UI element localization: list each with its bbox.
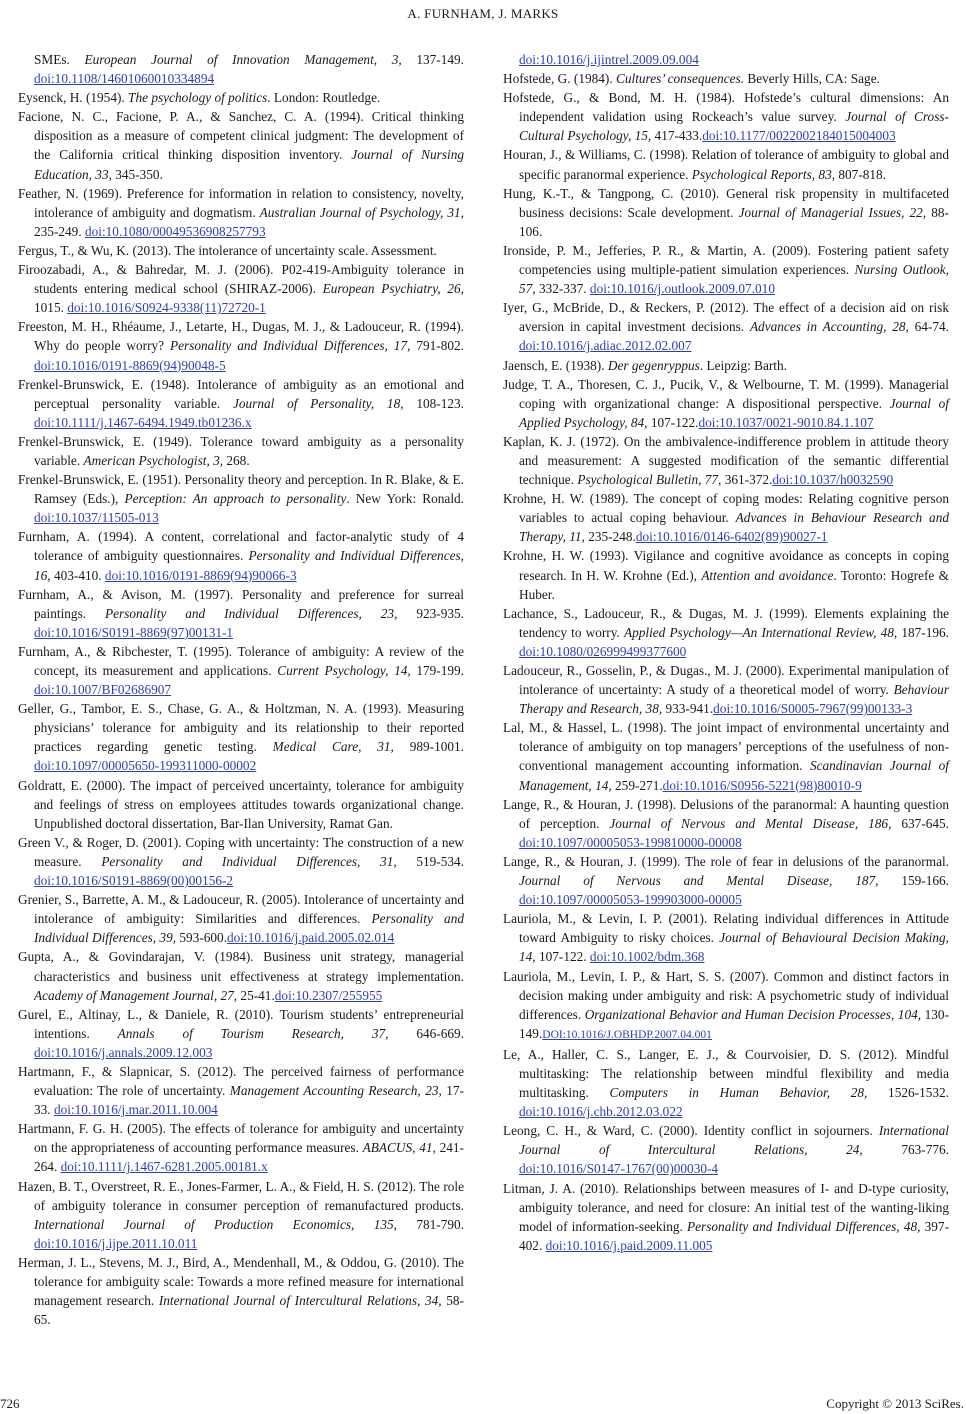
reference-entry — [503, 375, 949, 432]
reference-pages: . London: Routledge. — [267, 90, 381, 106]
doi-link[interactable]: doi:10.1097/00005053-199903000-00005 — [519, 892, 742, 908]
reference-text: Jaensch, E. (1938). — [503, 357, 608, 373]
doi-link[interactable]: doi:10.1037/0021-9010.84.1.107 — [698, 414, 874, 430]
reference-text: Iyer, G., McBride, D., & Reckers, P. (2012). The effect of a decision aid on risk aversion in capital investment decisions. — [503, 300, 949, 335]
reference-text: Furnham, A. (1994). A content, correlational and factor-analytic study of 4 tolerance of ambiguity questionnaires. — [18, 529, 464, 564]
reference-source: Journal of Nervous and Mental Disease, 187, — [519, 873, 879, 889]
reference-column-left — [18, 50, 464, 1329]
doi-link[interactable]: doi:10.1080/026999499377600 — [519, 643, 687, 659]
reference-source: International Journal of Production Economics, 135, — [34, 1216, 397, 1232]
doi-link[interactable]: doi:10.1016/j.outlook.2009.07.010 — [589, 281, 775, 297]
doi-link[interactable]: doi:10.1016/j.adiac.2012.02.007 — [519, 338, 692, 354]
reference-text: Frenkel-Brunswick, E. (1949). Tolerance toward ambiguity as a personality variable. — [18, 433, 464, 468]
reference-pages: 241-264. — [34, 1140, 464, 1175]
reference-source: Management Accounting Research, 23, — [229, 1083, 442, 1099]
reference-pages: 397-402. — [519, 1218, 949, 1253]
reference-text: Frenkel-Brunswick, E. (1948). Intolerance of ambiguity as an emotional and perceptual personality variable. — [18, 376, 464, 411]
reference-text: Judge, T. A., Thoresen, C. J., Pucik, V., & Welbourne, T. M. (1999). Managerial coping with organizational change: A dispositional perspective. — [503, 376, 949, 411]
reference-entry — [18, 107, 464, 183]
reference-entry — [18, 432, 464, 470]
reference-entry — [18, 833, 464, 890]
reference-entry — [18, 699, 464, 775]
doi-link[interactable]: doi:10.1097/00005053-199810000-00008 — [519, 834, 742, 850]
reference-pages: 107-122. — [535, 949, 590, 965]
reference-source: International Journal of Intercultural Relations, 34, — [158, 1293, 442, 1309]
reference-pages: 361-372. — [721, 472, 773, 488]
reference-source: Journal of Nervous and Mental Disease, 186, — [609, 815, 892, 831]
reference-text: Litman, J. A. (2010). Relationships between measures of I- and D-type curiosity, ambiguity tolerance, and need for closure: An initial test of the wanting-liking model of information-seeking. — [503, 1180, 949, 1234]
doi-link[interactable]: doi:10.1037/h0032590 — [772, 472, 894, 488]
reference-text: Herman, J. L., Stevens, M. J., Bird, A., Mendenhall, M., & Oddou, G. (2010). The tolerance for ambiguity scale: Towards a more refined measure for international management research. — [18, 1254, 464, 1309]
reference-source: Current Psychology, 14, — [277, 663, 411, 678]
reference-source: American Psychologist, 3, — [83, 452, 224, 468]
reference-entry — [18, 1119, 464, 1176]
reference-entry — [18, 241, 464, 260]
reference-text: Freeston, M. H., Rhéaume, J., Letarte, H., Dugas, M. J., & Ladouceur, R. (1994). Why do people worry? — [18, 319, 464, 354]
reference-entry — [18, 375, 464, 432]
reference-entry — [503, 1121, 949, 1178]
reference-entry — [503, 69, 949, 88]
reference-text: Goldratt, E. (2000). The impact of perceived uncertainty, tolerance for ambiguity and feelings of stress on employees attitudes towards organizational change. Unpublished doctoral dissertation, Bar-Ilan University, Ramat Gan. — [18, 777, 464, 831]
reference-entry — [18, 50, 464, 88]
reference-source: Academy of Management Journal, 27, — [34, 987, 238, 1003]
reference-pages: 259-271. — [611, 777, 663, 793]
reference-pages: 107-122. — [647, 414, 699, 430]
page-number: 726 — [0, 1396, 20, 1411]
reference-text: Ironside, P. M., Jefferies, P. R., & Martin, A. (2009). Fostering patient safety competencies using multiple-patient simulation experiences. — [503, 242, 949, 278]
reference-entry — [503, 356, 949, 375]
doi-link[interactable]: doi:10.1016/0191-8869(94)90066-3 — [104, 567, 297, 583]
reference-source: Personality and Individual Differences, 48, — [687, 1218, 921, 1234]
reference-source: Medical Care, 31, — [272, 739, 394, 755]
reference-source: Psychological Bulletin, 77, — [577, 472, 722, 488]
reference-entry — [503, 241, 949, 298]
doi-link[interactable]: doi:10.1108/14601060010334894 — [34, 71, 215, 87]
reference-text: Hazen, B. T., Overstreet, R. E., Jones-Farmer, L. A., & Field, H. S. (2012). The role of ambiguity tolerance in consumer perception of remanufactured products. — [18, 1178, 464, 1213]
reference-text: Lal, M., & Hassel, L. (1998). The joint impact of environmental uncertainty and tolerance of ambiguity on top managers’ perceptions of the usefulness of non-conventional management accounting information. — [503, 720, 949, 774]
reference-entry — [18, 890, 464, 947]
doi-link[interactable]: doi:10.1111/j.1467-6494.1949.tb01236.x — [34, 414, 252, 430]
reference-entry — [503, 432, 949, 489]
reference-entry — [503, 718, 949, 794]
reference-pages: 137-149. — [401, 52, 465, 67]
reference-source: Computers in Human Behavior, 28, — [609, 1085, 868, 1101]
reference-pages: 159-166. — [878, 873, 950, 889]
reference-source: Behaviour Therapy and Research, 38, — [519, 682, 949, 717]
doi-link[interactable]: doi:10.1037/11505-013 — [34, 510, 159, 526]
reference-pages: 1526-1532. — [867, 1085, 949, 1101]
doi-link[interactable]: doi:10.1111/j.1467-6281.2005.00181.x — [60, 1159, 268, 1175]
doi-link[interactable]: doi:10.1016/j.ijintrel.2009.09.004 — [519, 52, 699, 67]
reference-pages: 345-350. — [111, 166, 163, 182]
reference-pages: Beverly Hills, CA: Sage. — [744, 71, 880, 87]
reference-text: Furnham, A., & Avison, M. (1997). Personality and preference for surreal paintings. — [18, 586, 464, 621]
reference-source: The psychology of politics — [128, 90, 268, 106]
reference-text: Kaplan, K. J. (1972). On the ambivalence-indifference problem in attitude theory and measurement: A suggested modification of the semantic differential technique. — [503, 433, 949, 488]
reference-entry — [18, 317, 464, 374]
reference-text: Frenkel-Brunswick, E. (1951). Personality theory and perception. In R. Blake, & E. Ramsey (Eds.), — [18, 472, 464, 507]
reference-entry — [503, 795, 949, 852]
reference-pages: . New York: Ronald. — [346, 491, 465, 507]
reference-pages: 781-790. — [396, 1216, 464, 1232]
copyright-notice: Copyright © 2013 SciRes. — [826, 1396, 964, 1411]
doi-link[interactable]: doi:10.2307/255955 — [274, 987, 383, 1003]
reference-pages: 88-106. — [519, 204, 949, 239]
doi-link[interactable]: doi:10.1016/0191-8869(94)90048-5 — [34, 357, 226, 373]
doi-link[interactable]: doi:10.1016/0146-6402(89)90027-1 — [635, 529, 828, 545]
reference-entry — [503, 909, 949, 966]
reference-source: Personality and Individual Differences, 31, — [101, 853, 397, 869]
reference-source: Australian Journal of Psychology, 31, — [259, 204, 464, 220]
reference-source: Scandinavian Journal of Management, 14, — [519, 758, 949, 793]
reference-source: European Psychiatry, 26, — [322, 281, 465, 297]
reference-entry — [18, 527, 464, 584]
reference-entry — [503, 604, 949, 661]
reference-pages: 637-645. — [891, 815, 949, 831]
reference-entry — [503, 298, 949, 355]
doi-link[interactable]: doi:10.1097/00005650-199311000-00002 — [34, 758, 257, 774]
reference-source: Advances in Accounting, 28, — [749, 319, 909, 335]
reference-entry — [503, 661, 949, 718]
reference-text: Geller, G., Tambor, E. S., Chase, G. A., & Holtzman, N. A. (1993). Measuring physicians’ tolerance for ambiguity and its relationship to their reported practices regarding genetic testing. — [18, 701, 464, 755]
reference-text: Hung, K.-T., & Tangpong, C. (2010). General risk propensity in multifaceted business decisions: Scale development. — [503, 185, 949, 220]
reference-source: Personality and Individual Differences, 23, — [105, 605, 398, 621]
reference-source: Journal of Nursing Education, 33, — [34, 147, 465, 182]
reference-text: Leong, C. H., & Ward, C. (2000). Identity conflict in sojourners. — [503, 1123, 879, 1139]
reference-text: Lange, R., & Houran, J. (1998). Delusions of the paranormal: A haunting question of perception. — [503, 796, 949, 831]
reference-source: International Journal of Intercultural Relations, 24, — [519, 1123, 949, 1158]
reference-text: SMEs. — [34, 52, 85, 67]
doi-link[interactable]: doi:10.1016/j.paid.2009.11.005 — [545, 1237, 713, 1253]
reference-entry — [503, 145, 949, 183]
reference-text: Lachance, S., Ladouceur, R., & Dugas, M. J. (1999). Elements explaining the tendency to worry. — [503, 605, 949, 640]
reference-source: Journal of Cross-Cultural Psychology, 15, — [519, 109, 949, 144]
reference-text: Facione, N. C., Facione, P. A., & Sanchez, C. A. (1994). Critical thinking disposition as a measure of competent clinical judgment: The development of the California critical thinking disposition inventory. — [18, 109, 464, 163]
doi-link[interactable]: doi:10.1016/j.mar.2011.10.004 — [53, 1102, 218, 1118]
reference-entry — [18, 1253, 464, 1329]
reference-entry — [18, 642, 464, 699]
reference-text: Fergus, T., & Wu, K. (2013). The intolerance of uncertainty scale. Assessment. — [18, 242, 437, 258]
reference-source: Journal of Personality, 18, — [232, 395, 404, 411]
reference-pages: 923-935. — [397, 605, 464, 621]
reference-pages: 791-802. — [410, 338, 464, 354]
reference-source: European Journal of Innovation Management, 3, — [84, 52, 402, 67]
reference-text: Eysenck, H. (1954). — [18, 90, 129, 106]
doi-link[interactable]: doi:10.1007/BF02686907 — [34, 682, 172, 698]
reference-pages: 332-337. — [535, 281, 590, 297]
reference-text: Hartmann, F. G. H. (2005). The effects of tolerance for ambiguity and uncertainty on the appropriateness of accounting performance measures. — [18, 1121, 464, 1156]
reference-entry — [503, 546, 949, 603]
reference-entry — [18, 776, 464, 833]
reference-source: Attention and avoidance — [701, 567, 834, 583]
reference-entry — [18, 1062, 464, 1119]
reference-pages: 593-600. — [176, 930, 228, 946]
reference-pages: 763-776. — [862, 1142, 949, 1158]
doi-link[interactable]: doi:10.1016/S0191-8869(00)00156-2 — [34, 873, 234, 889]
reference-entry — [503, 489, 949, 546]
reference-source: Personality and Individual Differences, 39, — [34, 911, 464, 946]
doi-link[interactable]: doi:10.1080/00049536908257793 — [84, 223, 266, 239]
reference-text: Hofstede, G. (1984). — [503, 71, 616, 87]
reference-entry — [503, 50, 949, 69]
doi-link[interactable]: doi:10.1016/S0956-5221(98)80010-9 — [662, 777, 862, 793]
reference-text: Firoozabadi, A., & Bahredar, M. J. (2006). P02-419-Ambiguity tolerance in students entering medical school (SHIRAZ-2006). — [18, 262, 464, 297]
reference-text: Green V., & Roger, D. (2001). Coping with uncertainty: The construction of a new measure. — [18, 834, 464, 869]
reference-pages: 130-149. — [519, 1006, 949, 1041]
reference-text: Furnham, A., & Ribchester, T. (1995). Tolerance of ambiguity: A review of the concept, its measurement and applications. — [18, 643, 464, 678]
reference-pages: . Leipzig: Barth. — [699, 357, 787, 373]
reference-source: Organizational Behavior and Human Decision Processes, 104, — [584, 1006, 922, 1022]
reference-pages: 25-41. — [237, 987, 275, 1003]
reference-source: Journal of Behavioural Decision Making, 14, — [519, 930, 949, 965]
reference-text: Gupta, A., & Govindarajan, V. (1984). Business unit strategy, managerial characteristics and business unit effectiveness at strategy implementation. — [18, 949, 464, 984]
reference-column-right — [503, 50, 949, 1255]
reference-pages: 646-669. — [388, 1025, 465, 1041]
reference-source: ABACUS, 41, — [362, 1140, 436, 1156]
reference-pages: 268. — [223, 452, 250, 468]
doi-link[interactable]: doi:10.1016/j.paid.2005.02.014 — [227, 930, 395, 946]
reference-text: Krohne, H. W. (1993). Vigilance and cognitive avoidance as concepts in coping research. In H. W. Krohne (Ed.), — [503, 548, 949, 583]
reference-text: Hofstede, G., & Bond, M. H. (1984). Hofstede’s cultural dimensions: An independent validation using Rockeach’s value survey. — [503, 90, 949, 125]
reference-pages: 933-941. — [662, 701, 714, 717]
doi-link[interactable]: DOI:10.1016/J.OBHDP.2007.04.001 — [542, 1028, 712, 1041]
reference-text: Krohne, H. W. (1989). The concept of coping modes: Relating cognitive person variables to actual coping behaviour. — [503, 491, 949, 526]
reference-source: Personality and Individual Differences, 16, — [34, 548, 465, 583]
reference-text: Lauriola, M., Levin, I. P., & Hart, S. S. (2007). Common and distinct factors in decision making under ambiguity and risk: A psychometric study of individual differences. — [503, 968, 949, 1022]
reference-source: Annals of Tourism Research, 37, — [117, 1025, 389, 1041]
reference-text: Ladouceur, R., Gosselin, P., & Dugas., M. J. (2000). Experimental manipulation of intolerance of uncertainty: A study of a theoretical model of worry. — [503, 663, 949, 698]
reference-source: Journal of Applied Psychology, 84, — [519, 395, 949, 430]
reference-entry — [503, 1179, 949, 1255]
reference-text: Houran, J., & Williams, C. (1998). Relation of tolerance of ambiguity to global and specific paranormal experience. — [503, 147, 949, 182]
reference-entry — [18, 1005, 464, 1062]
reference-text: Le, A., Haller, C. S., Langer, E. J., & Courvoisier, D. S. (2012). Mindful multitasking: The relationship between mindful flexibility and media multitasking. — [503, 1046, 949, 1101]
reference-text: Gurel, E., Altinay, L., & Daniele, R. (2010). Tourism students’ entrepreneurial intentions. — [18, 1006, 464, 1041]
reference-pages: 235-249. — [34, 223, 85, 239]
reference-pages: 58-65. — [34, 1293, 464, 1328]
reference-source: Perception: An approach to personality — [124, 491, 347, 507]
reference-pages: 64-74. — [908, 319, 949, 335]
doi-link[interactable]: doi:10.1016/j.ijpe.2011.10.011 — [34, 1235, 198, 1251]
reference-entry — [503, 88, 949, 145]
reference-text: Grenier, S., Barrette, A. M., & Ladouceur, R. (2005). Intolerance of uncertainty and intolerance of ambiguity: Similarities and differences. — [18, 892, 464, 927]
reference-text: Hartmann, F., & Slapnicar, S. (2012). The perceived fairness of performance evaluation: The role of uncertainty. — [18, 1063, 464, 1099]
reference-entry — [18, 88, 464, 107]
reference-source: Psychological Reports, 83, — [691, 166, 836, 182]
reference-entry — [503, 852, 949, 909]
doi-link[interactable]: doi:10.1177/0022002184015004003 — [702, 128, 896, 144]
reference-source: Personality and Individual Differences, 17, — [170, 338, 411, 354]
reference-pages: 519-534. — [396, 853, 464, 869]
reference-text: Feather, N. (1969). Preference for information in relation to consistency, novelty, intolerance of ambiguity and dogmatism. — [18, 185, 464, 220]
reference-pages: 417-433. — [651, 128, 703, 144]
running-head: A. FURNHAM, J. MARKS — [407, 6, 559, 21]
reference-pages: 17-33. — [34, 1083, 464, 1118]
reference-entry — [18, 947, 464, 1004]
doi-link[interactable]: doi:10.1002/bdm.368 — [589, 949, 705, 965]
reference-entry — [18, 470, 464, 527]
doi-link[interactable]: doi:10.1016/S0005-7967(99)00133-3 — [713, 701, 913, 717]
doi-link[interactable]: doi:10.1016/j.chb.2012.03.022 — [519, 1104, 683, 1120]
reference-entry — [18, 1177, 464, 1253]
reference-entry — [18, 184, 464, 241]
reference-pages: 403-410. — [50, 567, 105, 583]
reference-text: Lange, R., & Houran, J. (1999). The role of fear in delusions of the paranormal. — [503, 853, 949, 869]
reference-entry — [503, 967, 949, 1045]
doi-link[interactable]: doi:10.1016/j.annals.2009.12.003 — [34, 1044, 213, 1060]
reference-source: Applied Psychology—An International Review, 48, — [623, 624, 898, 640]
reference-source: Journal of Managerial Issues, 22, — [738, 204, 927, 220]
reference-source: Nursing Outlook, 57, — [519, 262, 949, 297]
reference-pages: . Toronto: Hogrefe & Huber. — [519, 567, 950, 602]
reference-pages: 235-248. — [584, 529, 636, 545]
reference-pages: 179-199. — [410, 663, 464, 678]
reference-text: Lauriola, M., & Levin, I. P. (2001). Relating individual differences in Attitude toward Ambiguity to risky choices. — [503, 911, 949, 946]
reference-entry — [18, 585, 464, 642]
reference-pages: 108-123. — [403, 395, 464, 411]
reference-source: Cultures’ consequences. — [616, 71, 745, 87]
reference-entry — [503, 184, 949, 241]
doi-link[interactable]: doi:10.1016/S0924-9338(11)72720-1 — [67, 300, 266, 316]
reference-entry — [503, 1045, 949, 1121]
reference-pages: 1015. — [34, 300, 68, 316]
reference-pages: 989-1001. — [393, 739, 464, 755]
reference-entry — [18, 260, 464, 317]
doi-link[interactable]: doi:10.1016/S0191-8869(97)00131-1 — [34, 624, 234, 640]
reference-source: Der gegenryppus — [607, 357, 700, 373]
doi-link[interactable]: doi:10.1016/S0147-1767(00)00030-4 — [519, 1161, 719, 1177]
reference-pages: 807-818. — [835, 166, 887, 182]
reference-pages: 187-196. — [897, 624, 950, 640]
reference-source: Advances in Behaviour Research and Therapy, 11, — [519, 510, 949, 545]
